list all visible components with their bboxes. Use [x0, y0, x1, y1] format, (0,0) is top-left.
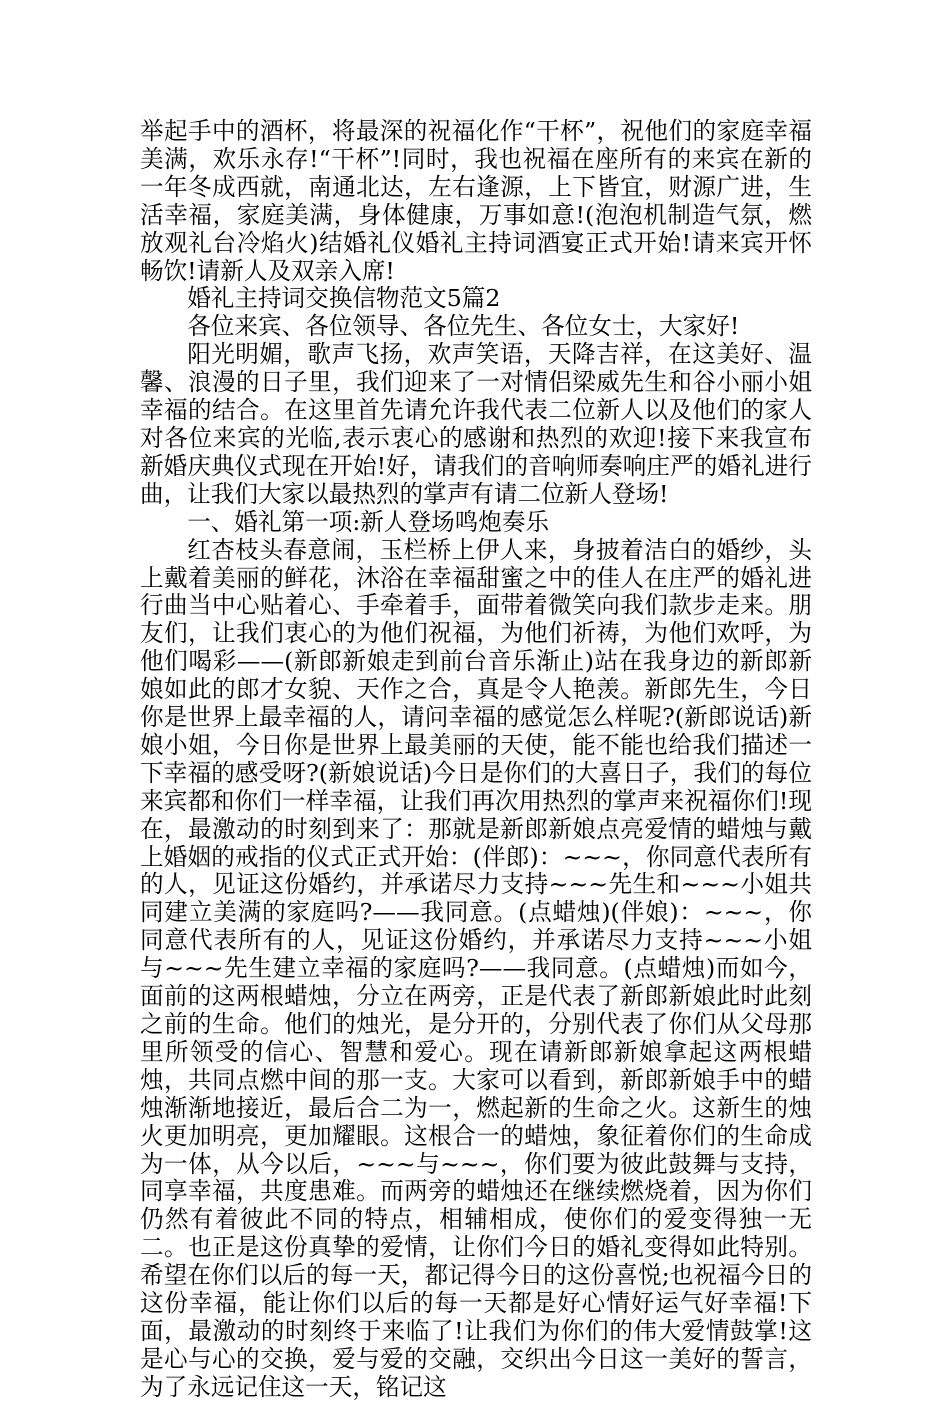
paragraph-toast-closing: 举起手中的酒杯，将最深的祝福化作“干杯”，祝他们的家庭幸福美满，欢乐永存!“干杯”!同时，我也祝福在座所有的来宾在新的一年冬成西就，南通北达，左右逢源，上下皆宜，财源广进，生活幸福，家庭美满，身体健康，万事如意!(泡泡机制造气氛，燃放观礼台冷焰火)结婚礼仪婚礼主持词酒宴正式开始!请来宾开怀畅饮!请新人及双亲入席! — [140, 117, 812, 285]
paragraph-greeting: 各位来宾、各位领导、各位先生、各位女士，大家好! — [187, 312, 740, 341]
paragraph-section-title: 婚礼主持词交换信物范文5篇2 — [187, 284, 501, 313]
paragraph-ceremony-body: 红杏枝头春意闹，玉栏桥上伊人来，身披着洁白的婚纱，头上戴着美丽的鲜花，沐浴在幸福甜蜜之中的佳人在庄严的婚礼进行曲当中心贴着心、手牵着手，面带着微笑向我们款步走来。朋友们，让我们衷心的为他们祝福，为他们祈祷，为他们欢呼，为他们喝彩——(新郎新娘走到前台音乐渐止)站在我身边的新郎新娘如此的郎才女貌、天作之合，真是令人艳羡。新郎先生，今日你是世界上最幸福的人，请问幸福的感觉怎么样呢?(新郎说话)新娘小姐，今日你是世界上最美丽的天使，能不能也给我们描述一下幸福的感受呀?(新娘说话)今日是你们的大喜日子，我们的每位来宾都和你们一样幸福，让我们再次用热烈的掌声来祝福你们!现在，最激动的时刻到来了：那就是新郎新娘点亮爱情的蜡烛与戴上婚姻的戒指的仪式正式开始：(伴郎)：~~~，你同意代表所有的人，见证这份婚约，并承诺尽力支持~~~先生和~~~小姐共同建立美满的家庭吗?——我同意。(点蜡烛)(伴娘)：~~~，你同意代表所有的人，见证这份婚约，并承诺尽力支持~~~小姐与~~~先生建立幸福的家庭吗?——我同意。(点蜡烛)而如今，面前的这两根蜡烛，分立在两旁，正是代表了新郎新娘此时此刻之前的生命。他们的烛光，是分开的，分别代表了你们从父母那里所领受的信心、智慧和爱心。现在请新郎新娘拿起这两根蜡烛，共同点燃中间的那一支。大家可以看到，新郎新娘手中的蜡烛渐渐地接近，最后合二为一，燃起新的生命之火。这新生的烛火更加明亮，更加耀眼。这根合一的蜡烛，象征着你们的生命成为一体，从今以后，~~~与~~~，你们要为彼此鼓舞与支持，同享幸福，共度患难。而两旁的蜡烛还在继续燃烧着，因为你们仍然有着彼此不同的特点，相辅相成，使你们的爱变得独一无二。也正是这份真挚的爱情，让你们今日的婚礼变得如此特别。希望在你们以后的每一天，都记得今日的这份喜悦;也祝福今日的这份幸福，能让你们以后的每一天都是好心情好运气好幸福!下面，最激动的时刻终于来临了!让我们为你们的伟大爱情鼓掌!这是心与心的交换，爱与爱的交融，交织出今日这一美好的誓言，为了永远记住这一天，铭记这 — [140, 535, 812, 1401]
paragraph-opening: 阳光明媚，歌声飞扬，欢声笑语，天降吉祥，在这美好、温馨、浪漫的日子里，我们迎来了一对情侣梁威先生和谷小丽小姐幸福的结合。在这里首先请允许我代表二位新人以及他们的家人对各位来宾的光临,表示衷心的感谢和热烈的欢迎!接下来我宣布新婚庆典仪式现在开始!好，请我们的音响师奏响庄严的婚礼进行曲，让我们大家以最热烈的掌声有请二位新人登场! — [140, 340, 812, 508]
paragraph-item-heading: 一、婚礼第一项:新人登场鸣炮奏乐 — [187, 507, 550, 536]
document-body — [140, 118, 812, 1402]
